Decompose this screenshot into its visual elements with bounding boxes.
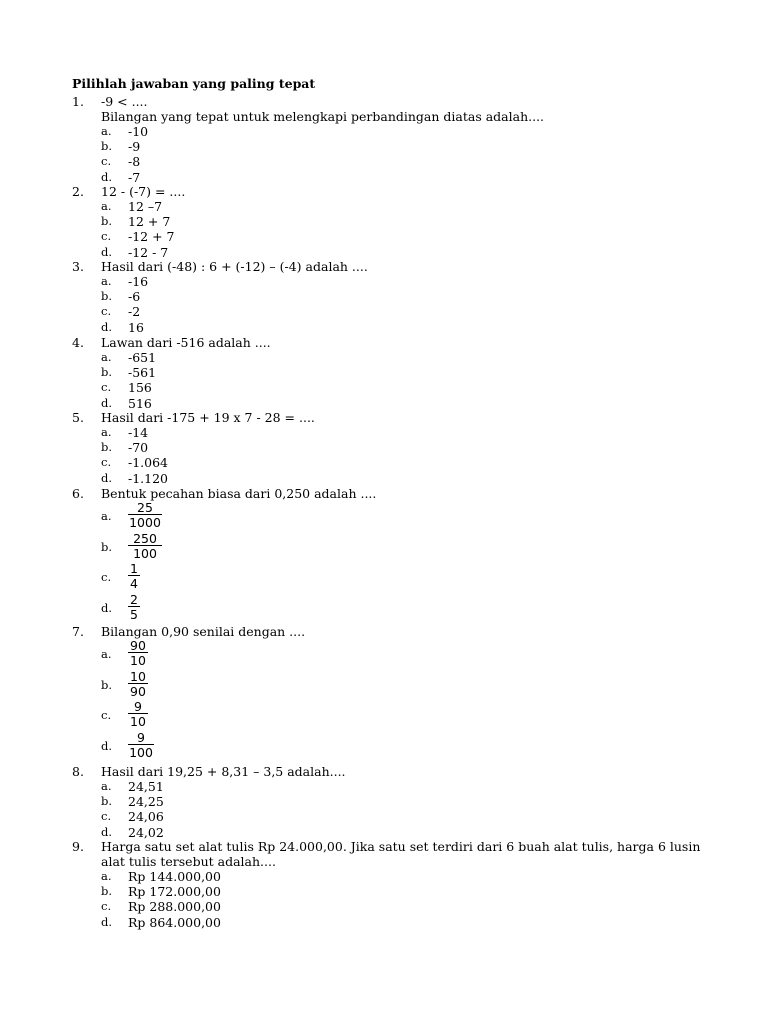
- option-letter: a.: [101, 425, 112, 439]
- option-letter: d.: [101, 738, 113, 753]
- question-1: [72, 94, 712, 185]
- option-letter: b.: [101, 289, 113, 304]
- question-4: [72, 335, 712, 411]
- option-b[interactable]: [72, 365, 712, 380]
- question-number: 7.: [72, 624, 84, 639]
- option-letter: c.: [101, 380, 112, 395]
- option-text: 12 –7: [128, 199, 163, 214]
- question-text: Bilangan yang tepat untuk melengkapi perbandingan diatas adalah....: [101, 109, 545, 124]
- option-text: -14: [128, 425, 149, 440]
- option-d[interactable]: [72, 915, 712, 930]
- option-letter: b.: [101, 440, 113, 455]
- question-7: [72, 624, 712, 761]
- option-text: -561: [128, 365, 157, 381]
- option-letter: c.: [101, 229, 112, 244]
- option-c[interactable]: [72, 562, 712, 593]
- fraction-denominator: 90: [130, 683, 146, 699]
- option-letter: c.: [101, 154, 112, 169]
- option-b[interactable]: [72, 289, 712, 304]
- question-text: Lawan dari -516 adalah ....: [101, 335, 271, 350]
- question-number: 4.: [72, 335, 84, 350]
- option-letter: c.: [101, 899, 112, 914]
- fraction: [128, 700, 148, 729]
- question-5: [72, 410, 712, 486]
- fraction-numerator: 2: [128, 593, 140, 607]
- question-9: [72, 839, 712, 930]
- option-c[interactable]: [72, 455, 712, 470]
- option-text: Rp 172.000,00: [128, 884, 221, 900]
- option-text: 156: [128, 380, 152, 396]
- option-letter: d.: [101, 470, 113, 485]
- fraction-numerator: 250: [128, 532, 162, 546]
- question-2: [72, 184, 712, 260]
- option-letter: d.: [101, 319, 113, 334]
- option-text: Rp 288.000,00: [128, 899, 221, 915]
- question-text: alat tulis tersebut adalah....: [101, 854, 276, 869]
- fraction: [128, 731, 154, 760]
- option-c[interactable]: [72, 154, 712, 169]
- option-letter: b.: [101, 677, 113, 692]
- option-letter: a.: [101, 779, 112, 793]
- fraction: [128, 639, 148, 668]
- fraction-denominator: 100: [129, 744, 153, 760]
- option-text: -8: [128, 154, 141, 170]
- option-d[interactable]: [72, 825, 712, 840]
- option-letter: a.: [101, 274, 112, 288]
- option-letter: d.: [101, 244, 113, 259]
- question-number: 3.: [72, 259, 84, 274]
- option-letter: d.: [101, 600, 113, 615]
- option-text: 24,25: [128, 794, 164, 810]
- option-a[interactable]: [72, 350, 712, 365]
- option-text: -12 - 7: [128, 244, 169, 260]
- option-letter: c.: [101, 455, 112, 470]
- question-number: 5.: [72, 410, 84, 425]
- option-c[interactable]: [72, 229, 712, 244]
- option-c[interactable]: [72, 380, 712, 395]
- question-number: 9.: [72, 839, 84, 854]
- option-letter: a.: [101, 647, 112, 661]
- option-text: -9: [128, 139, 141, 155]
- option-letter: c.: [101, 304, 112, 319]
- option-text: -16: [128, 274, 149, 289]
- option-b[interactable]: [72, 139, 712, 154]
- option-letter: c.: [101, 809, 112, 824]
- question-number: 2.: [72, 184, 84, 199]
- question-text: Bentuk pecahan biasa dari 0,250 adalah ....: [101, 486, 377, 501]
- fraction: [128, 593, 140, 622]
- option-c[interactable]: [72, 809, 712, 824]
- option-text: 24,51: [128, 779, 164, 794]
- option-a[interactable]: [72, 779, 712, 794]
- option-d[interactable]: [72, 471, 712, 486]
- option-c[interactable]: [72, 304, 712, 319]
- option-text: -6: [128, 289, 141, 305]
- fraction-denominator: 10: [130, 653, 146, 668]
- option-a[interactable]: [72, 274, 712, 289]
- fraction: [128, 670, 148, 699]
- instructions-heading: Pilihlah jawaban yang paling tepat: [72, 76, 316, 91]
- option-text: -651: [128, 350, 157, 365]
- option-letter: d.: [101, 395, 113, 410]
- fraction-numerator: 90: [128, 639, 148, 653]
- option-text: Rp 144.000,00: [128, 869, 221, 884]
- fraction-denominator: 100: [133, 545, 157, 561]
- option-a[interactable]: [72, 425, 712, 440]
- fraction: [128, 501, 162, 530]
- option-letter: a.: [101, 350, 112, 364]
- fraction-numerator: 9: [128, 731, 154, 745]
- option-letter: a.: [101, 199, 112, 213]
- option-text: 12 + 7: [128, 214, 171, 230]
- option-letter: b.: [101, 139, 113, 154]
- option-a[interactable]: [72, 124, 712, 139]
- option-d[interactable]: [72, 731, 712, 762]
- option-b[interactable]: [72, 532, 712, 563]
- option-letter: d.: [101, 169, 113, 184]
- option-text: -10: [128, 124, 149, 139]
- option-text: 24,02: [128, 824, 164, 840]
- question-number: 8.: [72, 764, 84, 779]
- fraction-denominator: 10: [130, 714, 146, 729]
- question-text: Bilangan 0,90 senilai dengan ....: [101, 624, 306, 639]
- option-text: Rp 864.000,00: [128, 914, 221, 930]
- option-text: -12 + 7: [128, 229, 175, 245]
- option-text: -7: [128, 169, 141, 185]
- option-letter: b.: [101, 214, 113, 229]
- option-d[interactable]: [72, 593, 712, 624]
- option-c[interactable]: [72, 899, 712, 914]
- question-number: 1.: [72, 94, 84, 109]
- option-d[interactable]: [72, 396, 712, 411]
- fraction-denominator: 4: [130, 576, 138, 591]
- option-letter: b.: [101, 884, 113, 899]
- option-b[interactable]: [72, 794, 712, 809]
- question-text: -9 < ....: [101, 94, 148, 109]
- question-text: Hasil dari (-48) : 6 + (-12) – (-4) adalah ....: [101, 259, 368, 274]
- option-letter: b.: [101, 539, 113, 554]
- option-text: -70: [128, 440, 149, 456]
- question-8: [72, 764, 712, 840]
- option-text: -1.120: [128, 470, 169, 486]
- option-d[interactable]: [72, 170, 712, 185]
- option-letter: c.: [101, 708, 112, 722]
- question-text: Harga satu set alat tulis Rp 24.000,00. Jika satu set terdiri dari 6 buah alat tulis, harga 6 lusin: [101, 839, 701, 854]
- fraction-numerator: 1: [128, 562, 140, 576]
- option-letter: b.: [101, 794, 113, 809]
- option-letter: b.: [101, 365, 113, 380]
- question-text: 12 - (-7) = ....: [101, 184, 186, 199]
- option-text: 516: [128, 395, 152, 411]
- question-text: Hasil dari 19,25 + 8,31 – 3,5 adalah....: [101, 764, 346, 779]
- option-letter: a.: [101, 509, 112, 523]
- option-letter: d.: [101, 824, 113, 839]
- option-d[interactable]: [72, 320, 712, 335]
- fraction: [128, 562, 140, 591]
- option-c[interactable]: [72, 700, 712, 731]
- option-letter: d.: [101, 914, 113, 929]
- option-text: -2: [128, 304, 141, 320]
- fraction: [128, 532, 162, 561]
- option-a[interactable]: [72, 199, 712, 214]
- question-3: [72, 259, 712, 335]
- option-b[interactable]: [72, 440, 712, 455]
- fraction-numerator: 9: [128, 700, 148, 714]
- fraction-numerator: 10: [128, 670, 148, 684]
- option-b[interactable]: [72, 670, 712, 701]
- option-letter: a.: [101, 869, 112, 883]
- question-6: [72, 486, 712, 623]
- option-d[interactable]: [72, 245, 712, 260]
- question-number: 6.: [72, 486, 84, 501]
- question-text: Hasil dari -175 + 19 x 7 - 28 = ....: [101, 410, 315, 425]
- option-a[interactable]: [72, 639, 712, 670]
- option-text: -1.064: [128, 455, 169, 471]
- fraction-numerator: 25: [128, 501, 162, 515]
- option-letter: a.: [101, 124, 112, 138]
- option-text: 24,06: [128, 809, 164, 825]
- option-b[interactable]: [72, 884, 712, 899]
- option-b[interactable]: [72, 214, 712, 229]
- fraction-denominator: 5: [130, 606, 138, 622]
- fraction-denominator: 1000: [129, 515, 161, 530]
- option-a[interactable]: [72, 869, 712, 884]
- option-a[interactable]: [72, 501, 712, 532]
- option-text: 16: [128, 319, 144, 335]
- option-letter: c.: [101, 570, 112, 584]
